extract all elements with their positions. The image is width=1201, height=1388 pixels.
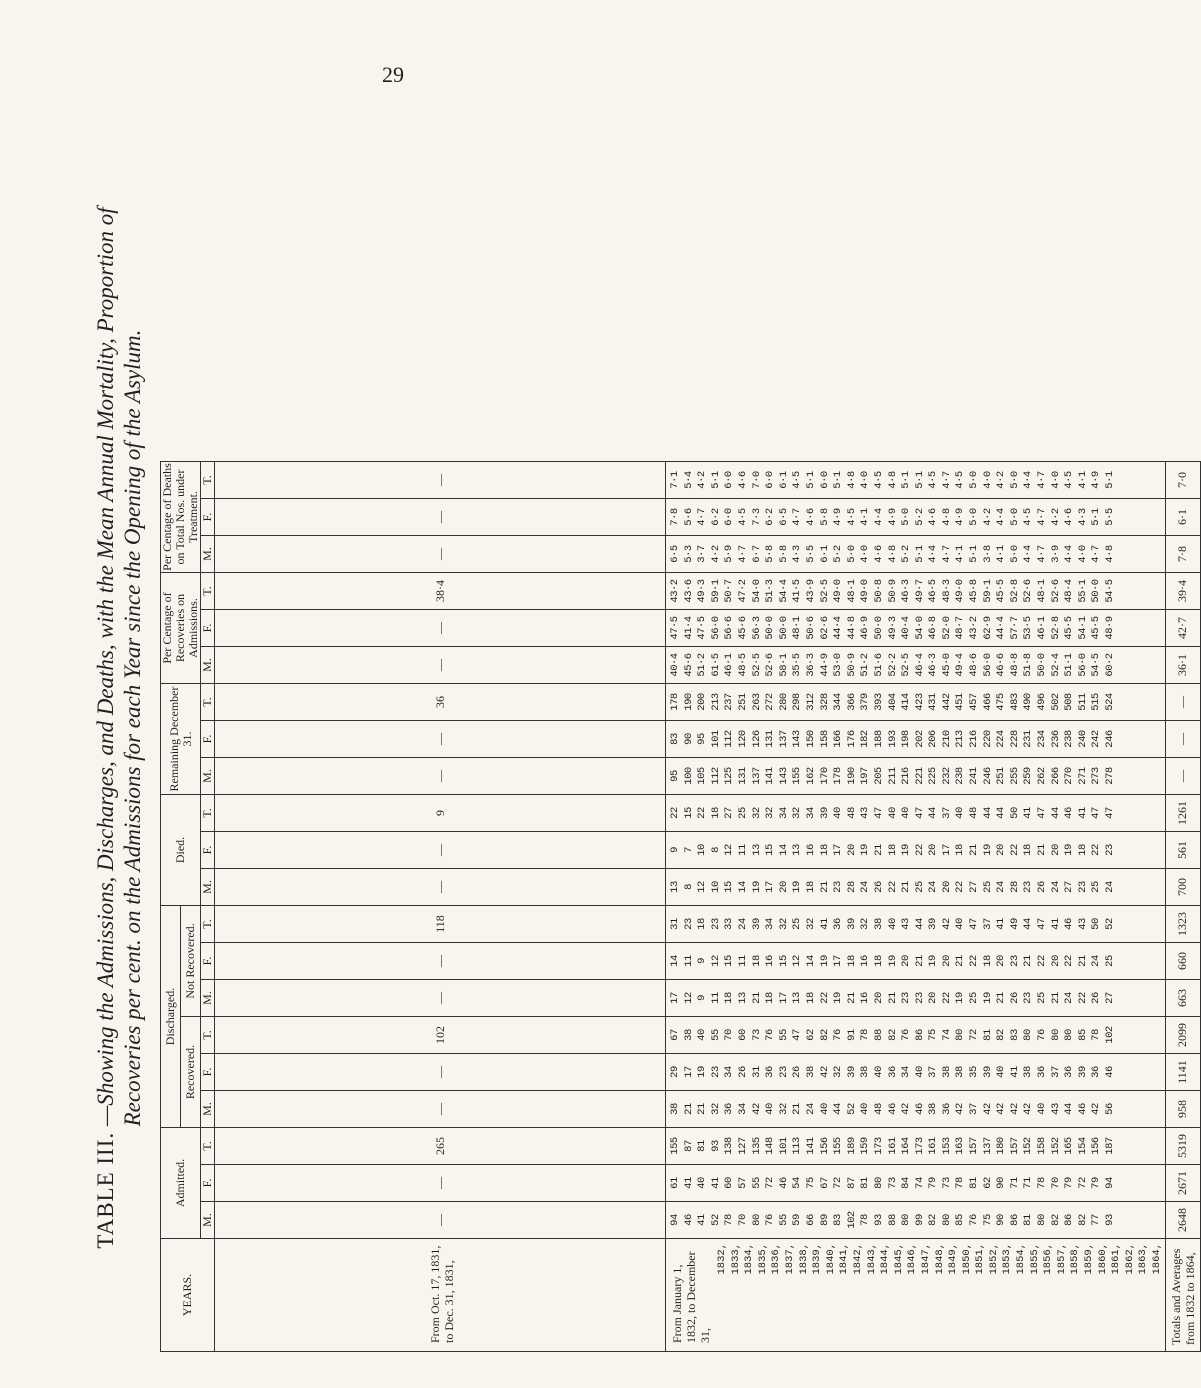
table-title [92, 104, 146, 1352]
yearly-column-13 [666, 721, 1166, 758]
yearly-column-9 [666, 869, 1166, 906]
yearly-values-10: 9 7 10 8 12 11 13 15 14 13 16 18 17 20 19 21 18 19 22 20 17 18 21 19 20 22 18 21 20 19 18 22 23 [669, 844, 1116, 856]
first-period-cell-11: 9 [215, 795, 666, 832]
yearly-values-9: 13 8 12 10 15 14 19 17 20 19 18 21 23 28 24 26 22 21 25 24 20 22 27 25 24 28 23 26 24 27 23 25 24 [669, 881, 1116, 893]
first-period-cell-9: — [215, 869, 666, 906]
yearly-column-11 [666, 795, 1166, 832]
yearly-column-5 [666, 1017, 1166, 1054]
sub-header-1: F. [201, 1165, 215, 1202]
title-second-line: Recoveries per cent. on the Admissions for each Year since the Opening of the Asylum. [120, 329, 145, 1127]
totals-cell-11: 1261 [1165, 795, 1200, 832]
yearly-values-17: 43·2 43·6 49·3 59·1 50·7 47·2 54·0 51·3 54·4 41·5 43·9 52·5 49·0 48·1 49·0 50·8 50·9 46·3 49·7 46·5 48·3 49·0 45·8 59·1 45·5 52·8 52·6 48·1 52·6 48·4 55·1 50·0 54·5 [669, 579, 1116, 603]
totals-cell-12: — [1165, 758, 1200, 795]
title-lead: TABLE III. [93, 1131, 118, 1249]
totals-cell-7: 660 [1165, 943, 1200, 980]
sub-header-16: F. [201, 610, 215, 647]
header-row-3 [201, 462, 215, 1352]
first-period-year: to Dec. 31, 1831, [442, 1260, 456, 1343]
header-recoveries-pct: Per Centage of Recoveries on Admissions. [161, 573, 201, 684]
header-died: Died. [161, 795, 201, 906]
totals-cell-10: 561 [1165, 832, 1200, 869]
totals-cell-20: 7·0 [1165, 462, 1200, 499]
totals-cell-18: 7·8 [1165, 536, 1200, 573]
yearly-values-0: 94 46 41 52 78 70 80 76 55 59 66 89 83 102 78 93 88 80 99 82 80 85 76 75 90 86 81 80 82 86 82 77 93 [669, 1211, 1116, 1229]
sub-header-10: F. [201, 832, 215, 869]
yearly-values-3: 38 21 21 32 36 34 42 40 32 21 24 40 44 52 40 48 46 42 46 38 36 42 37 42 42 42 42 40 43 44 46 42 56 [669, 1103, 1116, 1115]
yearly-values-8: 31 23 18 23 33 24 39 34 32 25 32 41 36 39 32 38 40 43 44 39 42 40 47 37 41 49 44 47 41 46 43 50 52 [669, 918, 1116, 930]
sub-header-14: T. [201, 684, 215, 721]
sub-header-3: M. [201, 1091, 215, 1128]
yearly-values-5: 67 38 40 55 70 60 73 76 55 47 62 82 76 91 78 88 82 76 86 75 74 80 72 81 82 83 80 76 80 80 85 78 102 [669, 1026, 1116, 1044]
totals-cell-19: 6·1 [1165, 499, 1200, 536]
yearly-values-15: 40·4 45·6 51·2 61·5 46·1 48·5 52·5 52·6 58·1 35·5 36·3 44·9 53·0 50·9 51·2 51·6 52·2 52·5 46·4 46·3 45·0 49·4 48·6 56·0 46·6 48·8 51·8 50·0 52·4 51·1 56·0 54·5 60·2 [669, 653, 1116, 677]
yearly-column-3 [666, 1091, 1166, 1128]
first-period-cell-14: 36 [215, 684, 666, 721]
first-period-cell-5: 102 [215, 1017, 666, 1054]
first-period-cell-6: — [215, 980, 666, 1017]
sub-header-17: T. [201, 573, 215, 610]
first-period-cell-7: — [215, 943, 666, 980]
yearly-column-14 [666, 684, 1166, 721]
first-period-cell-13: — [215, 721, 666, 758]
yearly-values-16: 47·5 41·4 47·5 56·0 56·6 45·6 56·3 50·0 50·0 48·1 50·6 62·6 44·4 44·8 46·9 50·0 49·3 40·4 54·0 46·8 52·0 48·7 43·2 62·9 44·4 57·7 53·5 46·1 52·8 45·5 54·1 45·5 48·9 [669, 616, 1116, 640]
yearly-values-4: 29 17 19 23 34 26 31 36 23 26 38 42 32 39 38 40 36 34 40 37 38 38 35 39 40 41 38 36 37 36 39 36 46 [669, 1066, 1116, 1078]
sub-header-13: F. [201, 721, 215, 758]
yearly-values-20: 7·1 5·4 4·2 5·1 6·0 4·6 7·0 6·0 6·1 4·5 5·1 6·0 5·1 4·8 4·0 4·5 4·8 5·1 5·1 4·5 4·7 4·5 5·0 4·0 4·2 5·0 4·4 4·7 4·0 4·5 4·1 4·9 5·1 [669, 471, 1116, 489]
first-period-cell-2: 265 [215, 1128, 666, 1165]
first-period-cell-1: — [215, 1165, 666, 1202]
totals-cell-8: 1323 [1165, 906, 1200, 943]
yearly-column-15 [666, 647, 1166, 684]
first-period-cell-8: 118 [215, 906, 666, 943]
totals-cell-2: 5319 [1165, 1128, 1200, 1165]
first-period-cell-0: — [215, 1202, 666, 1239]
totals-cell-6: 663 [1165, 980, 1200, 1017]
yearly-column-16 [666, 610, 1166, 647]
first-period-cell-3: — [215, 1091, 666, 1128]
totals-cell-9: 700 [1165, 869, 1200, 906]
sub-header-5: T. [201, 1017, 215, 1054]
yearly-values-2: 155 87 81 93 138 127 135 148 101 113 141 156 155 189 159 173 161 164 173 161 153 163 157 137 180 157 152 158 152 165 154 156 187 [669, 1137, 1116, 1155]
first-period-cell-17: 38·4 [215, 573, 666, 610]
yearly-column-20 [666, 462, 1166, 499]
first-period-label [215, 1239, 666, 1352]
totals-cell-15: 36·1 [1165, 647, 1200, 684]
first-period-cell-15: — [215, 647, 666, 684]
sub-header-0: M. [201, 1202, 215, 1239]
yearly-values-19: 7·8 5·6 4·7 6·2 6·0 4·5 7·3 6·2 6·5 4·7 4·6 5·8 4·9 4·5 4·1 4·4 4·9 5·0 5·2 4·6 4·8 4·9 5·0 4·2 4·4 5·0 4·5 4·7 4·2 4·6 4·3 5·1 5·5 [669, 508, 1116, 526]
header-remaining: Remaining December 31. [161, 684, 201, 795]
header-recovered: Recovered. [181, 1017, 201, 1128]
yearly-column-6 [666, 980, 1166, 1017]
yearly-values-14: 178 190 200 213 237 251 263 272 280 298 312 328 344 366 379 393 404 414 423 431 442 451 457 466 475 483 490 496 502 508 511 515 524 [669, 693, 1116, 711]
header-discharged: Discharged. [161, 906, 181, 1128]
header-years: YEARS. [161, 1239, 215, 1352]
years-list: 1832, 1833, 1834, 1835, 1836, 1837, 1838, 1839, 1840, 1841, 1842, 1843, 1844, 1845, 1846, 1847, 1848, 1849, 1850, 1851, 1852, 1853, 1854, 1855, 1856, 1857, 1858, 1859, 1860, 1861, 1862, 1863, 1864, [716, 1243, 1163, 1275]
sub-header-4: F. [201, 1054, 215, 1091]
first-period-cell-16: — [215, 610, 666, 647]
sub-header-18: M. [201, 536, 215, 573]
yearly-rows [666, 462, 1166, 1352]
totals-cell-5: 2099 [1165, 1017, 1200, 1054]
yearly-period-label [666, 1239, 1166, 1352]
sub-header-2: T. [201, 1128, 215, 1165]
totals-cell-4: 1141 [1165, 1054, 1200, 1091]
sub-header-7: F. [201, 943, 215, 980]
yearly-values-11: 22 15 22 18 27 25 32 32 34 32 34 39 40 48 43 47 40 40 47 44 37 40 48 44 44 50 41 47 44 46 41 47 47 [669, 807, 1116, 819]
page-number: 29 [382, 62, 404, 87]
sub-header-19: F. [201, 499, 215, 536]
sub-header-11: T. [201, 795, 215, 832]
yearly-values-1: 61 41 40 41 60 57 55 72 46 54 75 67 72 87 81 80 73 84 74 79 73 78 81 62 90 71 71 78 70 79 72 79 94 [669, 1177, 1116, 1189]
sub-header-9: M. [201, 869, 215, 906]
first-period-row [215, 462, 666, 1352]
yearly-column-7 [666, 943, 1166, 980]
sub-header-8: T. [201, 906, 215, 943]
yearly-values-12: 95 100 105 112 125 131 137 141 143 155 162 170 178 190 197 205 211 216 221 225 232 238 241 246 251 255 259 262 266 270 271 273 278 [669, 767, 1116, 785]
totals-cell-17: 39·4 [1165, 573, 1200, 610]
rotated-table-sheet [92, 104, 1197, 1352]
totals-cell-13: — [1165, 721, 1200, 758]
totals-row [1165, 462, 1200, 1352]
yearly-column-0 [666, 1202, 1166, 1239]
totals-cell-14: — [1165, 684, 1200, 721]
yearly-column-8 [666, 906, 1166, 943]
yearly-period-text: From January 1, 1832, to December 31, [670, 1251, 712, 1343]
totals-cell-0: 2648 [1165, 1202, 1200, 1239]
yearly-column-2 [666, 1128, 1166, 1165]
first-period-text: From Oct. 17, 1831, [428, 1245, 442, 1343]
sub-header-6: M. [201, 980, 215, 1017]
sub-header-20: T. [201, 462, 215, 499]
totals-cell-1: 2671 [1165, 1165, 1200, 1202]
first-period-cell-20: — [215, 462, 666, 499]
totals-cell-16: 42·7 [1165, 610, 1200, 647]
totals-cell-3: 958 [1165, 1091, 1200, 1128]
yearly-values-18: 6·5 5·3 3·7 4·2 5·9 4·7 6·7 5·8 5·8 4·3 5·5 6·1 5·2 5·0 4·0 4·6 4·8 5·2 5·1 4·4 4·7 4·1 5·1 3·8 4·1 5·0 4·4 4·7 3·9 4·4 4·0 4·7 4·8 [669, 545, 1116, 563]
yearly-column-10 [666, 832, 1166, 869]
header-not-recovered: Not Recovered. [181, 906, 201, 1017]
statistics-table [160, 461, 1201, 1352]
first-period-cell-10: — [215, 832, 666, 869]
header-admitted: Admitted. [161, 1128, 201, 1239]
totals-label: Totals and Averages from 1832 to 1864, [1165, 1239, 1200, 1352]
first-period-cell-4: — [215, 1054, 666, 1091]
yearly-column-17 [666, 573, 1166, 610]
header-row-1 [161, 462, 181, 1352]
yearly-column-4 [666, 1054, 1166, 1091]
header-deaths-pct: Per Centage of Deaths on Total Nos. under Treatment. [160, 463, 200, 571]
yearly-column-19 [666, 499, 1166, 536]
first-period-cell-18: — [215, 536, 666, 573]
sub-header-12: M. [201, 758, 215, 795]
yearly-values-6: 17 12 9 11 18 13 21 18 17 13 18 22 19 21 16 20 21 23 23 20 22 19 25 19 21 26 23 25 21 24 22 26 27 [669, 992, 1116, 1004]
yearly-column-1 [666, 1165, 1166, 1202]
yearly-column-12 [666, 758, 1166, 795]
first-period-cell-19: — [215, 499, 666, 536]
yearly-values-13: 83 90 95 101 112 120 126 131 137 143 150 158 166 176 182 188 193 198 202 206 210 213 216 220 224 228 231 234 236 238 240 242 246 [669, 730, 1116, 748]
sub-header-15: M. [201, 647, 215, 684]
title-main: —Showing the Admissions, Discharges, and Deaths, with the Mean Annual Mortality, Proportion of [93, 207, 118, 1127]
yearly-column-18 [666, 536, 1166, 573]
yearly-values-7: 14 11 9 12 15 11 18 16 15 12 14 19 17 18 16 18 19 20 21 19 20 21 22 18 20 23 21 22 20 22 21 24 25 [669, 955, 1116, 967]
first-period-cell-12: — [215, 758, 666, 795]
